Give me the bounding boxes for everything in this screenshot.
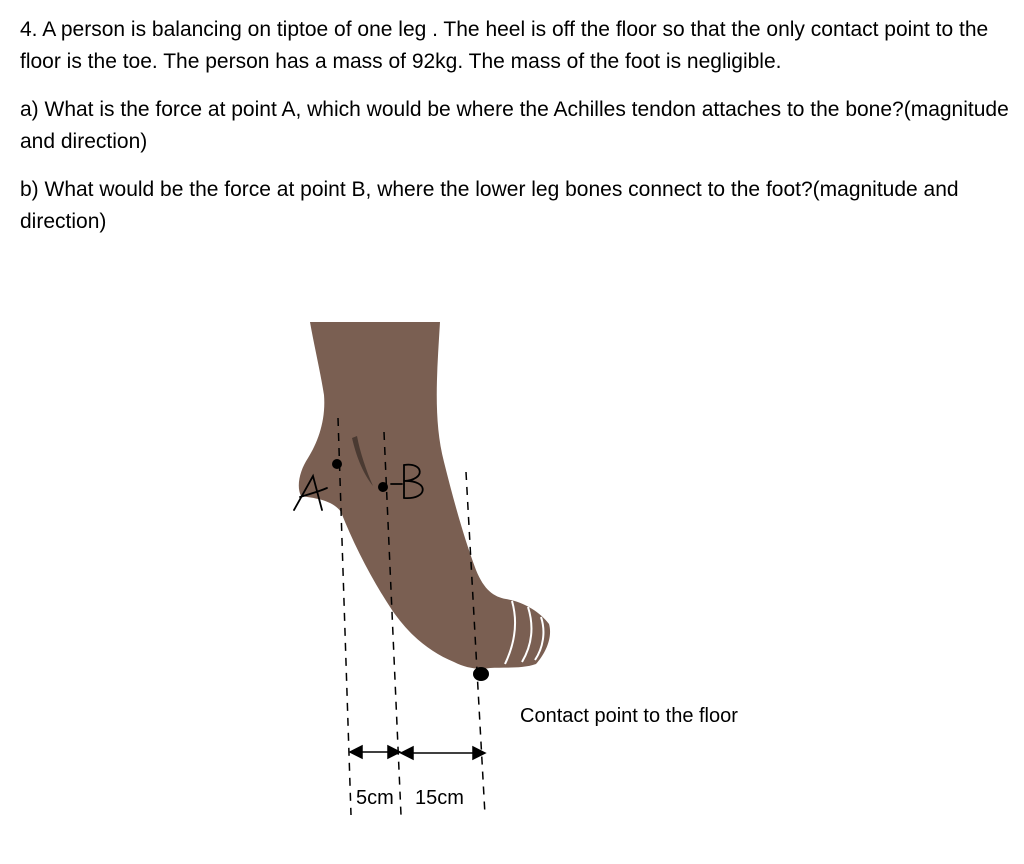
point-b-marker [378,482,388,492]
dimension-arrow-5cm [350,746,400,758]
question-intro: 4. A person is balancing on tiptoe of one leg . The heel is off the floor so that the only contact point to the floor is the toe. The person has a mass of 92kg. The mass of the foot is negligible. [20,18,989,73]
contact-point-label: Contact point to the floor [520,705,738,727]
question-part-b: b) What would be the force at point B, where the lower leg bones connect to the foot?(magnitude and direction) [20,178,959,233]
dimension-label-5cm: 5cm [356,787,394,809]
foot-shape [299,322,550,669]
dimension-label-15cm: 15cm [415,787,464,809]
contact-point-marker [473,667,489,681]
dimension-arrow-15cm [401,747,485,759]
question-part-a: a) What is the force at point A, which would be where the Achilles tendon attaches to the bone?(magnitude and direction) [20,98,1009,153]
point-a-marker [332,459,342,469]
